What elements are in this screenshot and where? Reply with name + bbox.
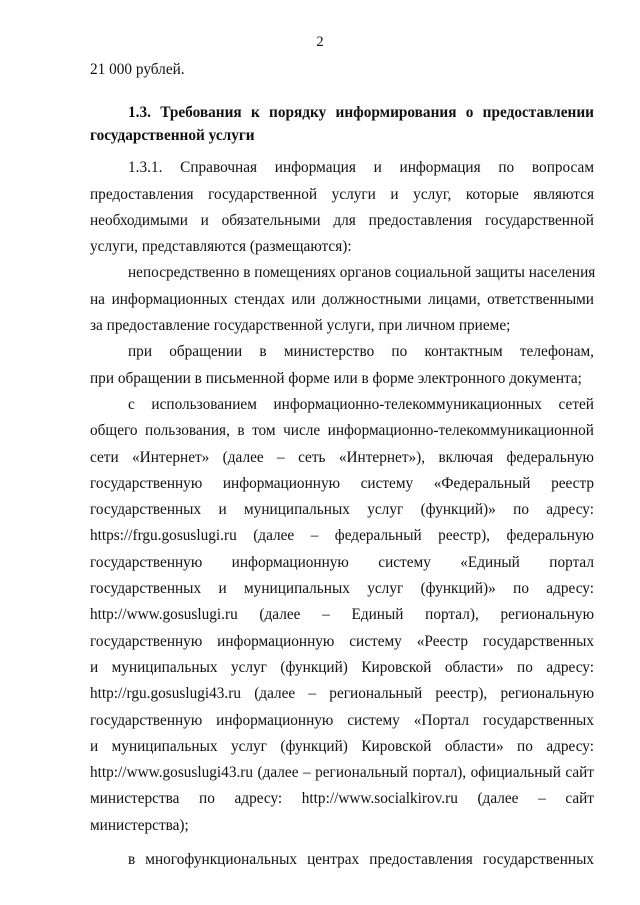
text-line: государственную информационную систему «Портал государственных [90,711,594,729]
text-line: http://www.gosuslugi.ru (далее – Единый портал), региональную [90,606,594,624]
text-line: государственную информационную систему «Федеральный реестр [90,474,594,492]
text-line: министерства по адресу: http://www.socialkirov.ru (далее – сайт [90,790,594,808]
paragraph-ministry-contact [90,339,594,392]
text-line: с использованием информационно-телекоммуникационных сетей [128,395,594,413]
paragraph-internet [90,392,594,839]
text-line: на информационных стендах или должностными лицами, ответственными [90,290,594,308]
text-line: и муниципальных услуг (функций) Кировской области» по адресу: [90,737,594,755]
text-line: и муниципальных услуг (функций) Кировской области» по адресу: [90,658,594,676]
text-line: 1.3.1. Справочная информация и информация по вопросам [128,159,594,177]
heading-line: 1.3. Требования к порядку информирования о предоставлении [128,104,594,122]
paragraph-premises [90,260,594,339]
heading-line: государственной услуги [90,127,255,145]
document-body [90,57,594,873]
text-line: за предоставление государственной услуги, при личном приеме; [90,317,511,335]
text-line: государственных и муниципальных услуг (функций)» по адресу: [90,501,594,519]
text-line: министерства); [90,816,189,834]
paragraph-mfc [90,847,594,873]
text-line: в многофункциональных центрах предоставления государственных [128,851,594,869]
text-line: http://rgu.gosuslugi43.ru (далее – региональный реестр), региональную [90,685,594,703]
text-line: при обращении в министерство по контактным телефонам, [128,343,594,361]
text-line: государственных и муниципальных услуг (функций)» по адресу: [90,580,594,598]
text-line: государственную информационную систему «Единый портал [90,553,594,571]
section-heading [90,101,594,147]
text-line: при обращении в письменной форме или в форме электронного документа; [90,369,582,387]
paragraph-1-3-1 [90,155,594,260]
text-line: необходимыми и обязательными для предоставления государственной [90,211,594,229]
text-line: общего пользования, в том числе информационно-телекоммуникационной [90,422,594,440]
text-line: https://frgu.gosuslugi.ru (далее – федеральный реестр), федеральную [90,527,594,545]
text-line: государственную информационную систему «Реестр государственных [90,632,594,650]
text-line: http://www.gosuslugi43.ru (далее – региональный портал), официальный сайт [90,764,594,782]
text-line: услуги, представляются (размещаются): [90,238,352,256]
text-line: предоставления государственной услуги и услуг, которые являются [90,185,594,203]
text-line: непосредственно в помещениях органов социальной защиты населения [128,264,596,282]
text-line: 21 000 рублей. [90,61,185,78]
page-number: 2 [316,34,324,50]
text-line: сети «Интернет» (далее – сеть «Интернет»), включая федеральную [90,448,594,466]
